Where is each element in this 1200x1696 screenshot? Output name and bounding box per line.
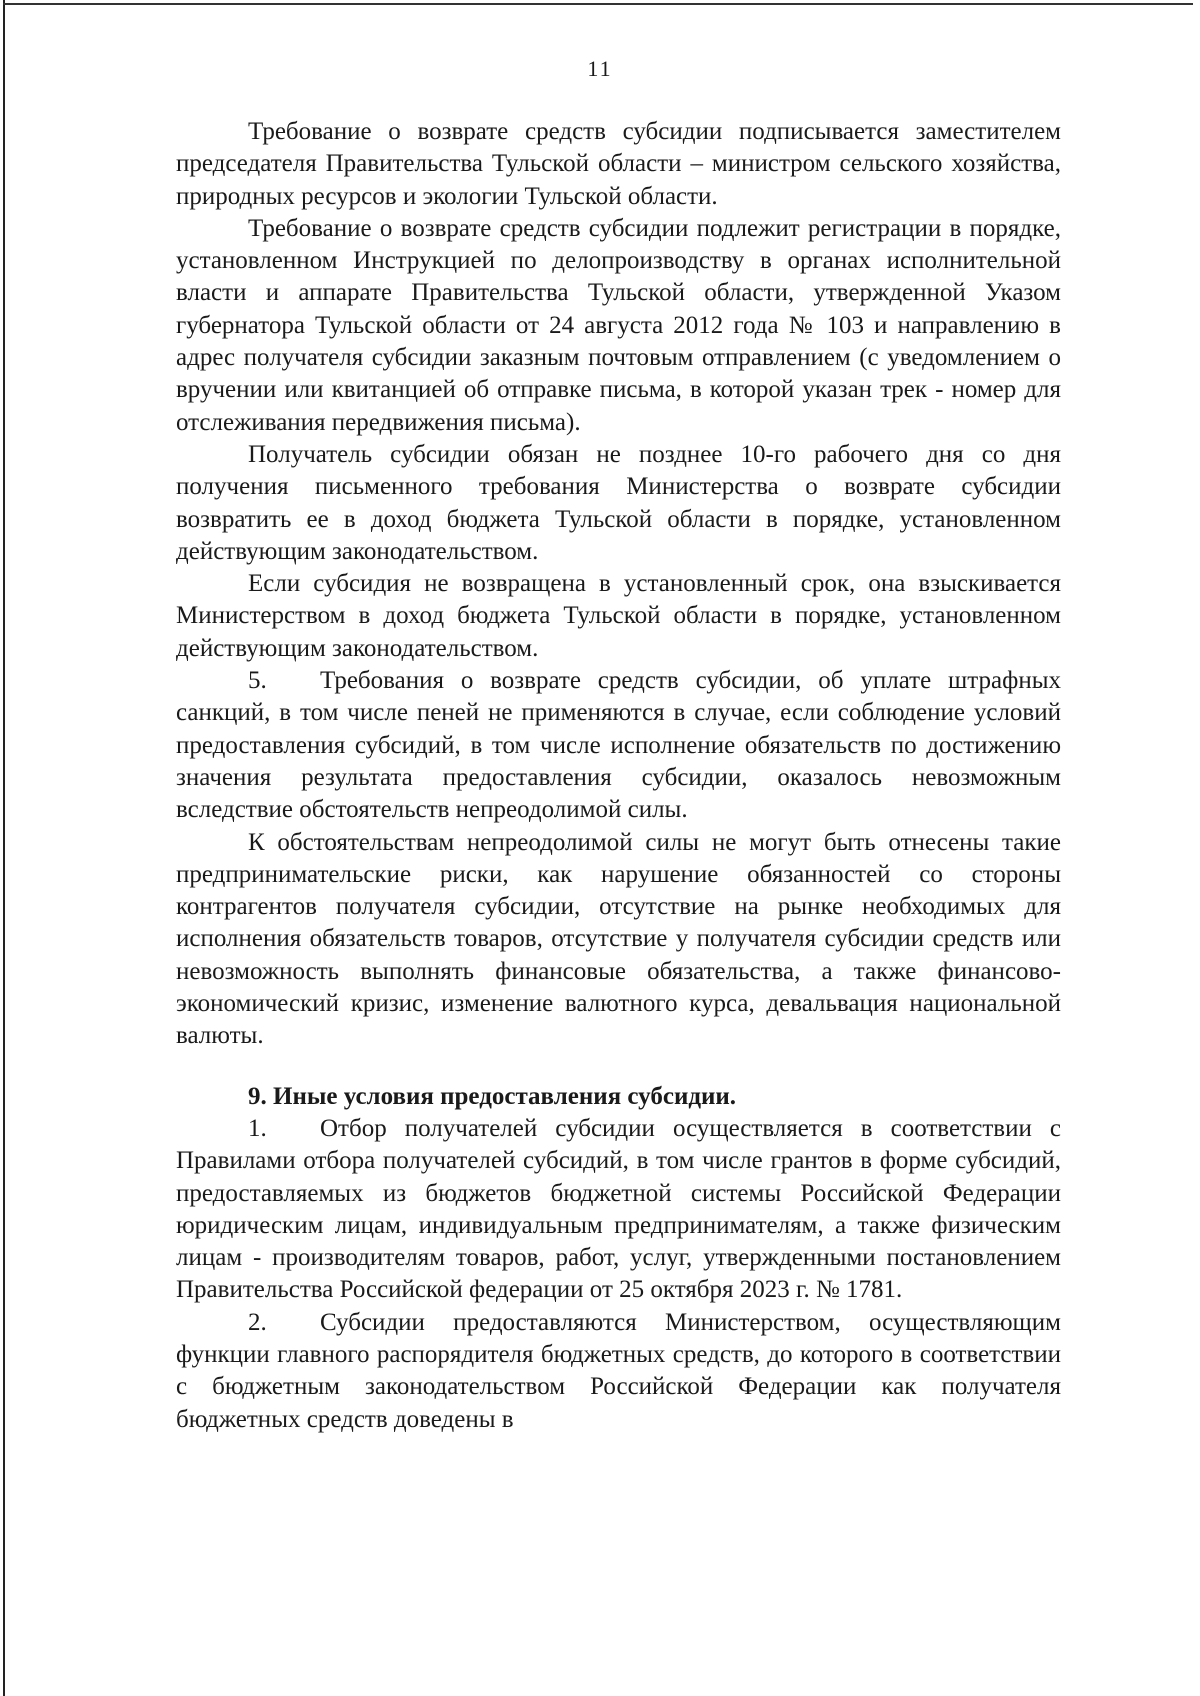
- item-number: 5.: [248, 667, 267, 695]
- section-heading: 9. Иные условия предоставления субсидии.: [248, 1082, 737, 1110]
- paragraph-item-5: [176, 665, 1061, 826]
- paragraph-enforcement: Если субсидия не возвращена в установленный срок, она взыскивается Министерством в доход бюджета Тульской области в порядке, установленном действующим законодательством.: [176, 570, 1061, 662]
- page-edge-top: [3, 3, 1193, 5]
- page-number: 11: [587, 56, 613, 81]
- item-number: 1.: [248, 1114, 267, 1142]
- paragraph-force-majeure: К обстоятельствам непреодолимой силы не могут быть отнесены такие предпринимательские риски, как нарушение обязанностей со стороны контрагентов получателя субсидии, отсутствие на рынке необходимых для исполнения обязательств товаров, отсутствие у получателя субсидии средств или невозможность выполнять финансовые обязательства, а также финансово-экономический кризис, изменение валютного курса, девальвация национальной валюты.: [176, 828, 1061, 1050]
- paragraph-item-1: [176, 1113, 1061, 1307]
- page-edge-left: [3, 0, 5, 1696]
- paragraph-item-2: [176, 1307, 1061, 1436]
- paragraph-return-deadline: Получатель субсидии обязан не позднее 10-го рабочего дня со дня получения письменного требования Министерства о возврате субсидии возвратить ее в доход бюджета Тульской области в порядке, установленном действующим законодательством.: [176, 440, 1061, 565]
- item-number: 2.: [248, 1308, 267, 1336]
- item-text: Требования о возврате средств субсидии, об уплате штрафных санкций, в том числе пеней не применяются в случае, если соблюдение условий предоставления субсидий, в том числе исполнение обязательств по достижению значения результата предоставления субсидии, оказалось невозможным вследствие обстоятельств непреодолимой силы.: [176, 667, 1061, 824]
- document-body: [176, 116, 1061, 1436]
- paragraph-signing: Требование о возврате средств субсидии подписывается заместителем председателя Правительства Тульской области – министром сельского хозяйства, природных ресурсов и экологии Тульской области.: [176, 118, 1061, 210]
- paragraph-registration: Требование о возврате средств субсидии подлежит регистрации в порядке, установленном Инструкцией по делопроизводству в органах исполнительной власти и аппарате Правительства Тульской области, утвержденной Указом губернатора Тульской области от 24 августа 2012 года № 103 и направлению в адрес получателя субсидии заказным почтовым отправлением (с уведомлением о вручении или квитанцией об отправке письма, в которой указан трек - номер для отслеживания передвижения письма).: [176, 214, 1061, 436]
- item-text: Отбор получателей субсидии осуществляется в соответствии с Правилами отбора получателей субсидий, в том числе грантов в форме субсидий, предоставляемых из бюджетов бюджетной системы Российской Федерации юридическим лицам, индивидуальным предпринимателям, а также физическим лицам - производителям товаров, работ, услуг, утвержденными постановлением Правительства Российской федерации от 25 октября 2023 г. № 1781.: [176, 1114, 1061, 1304]
- item-text: Субсидии предоставляются Министерством, осуществляющим функции главного распорядителя бюджетных средств, до которого в соответствии с бюджетным законодательством Российской Федерации как получателя бюджетных средств доведены в: [176, 1308, 1061, 1433]
